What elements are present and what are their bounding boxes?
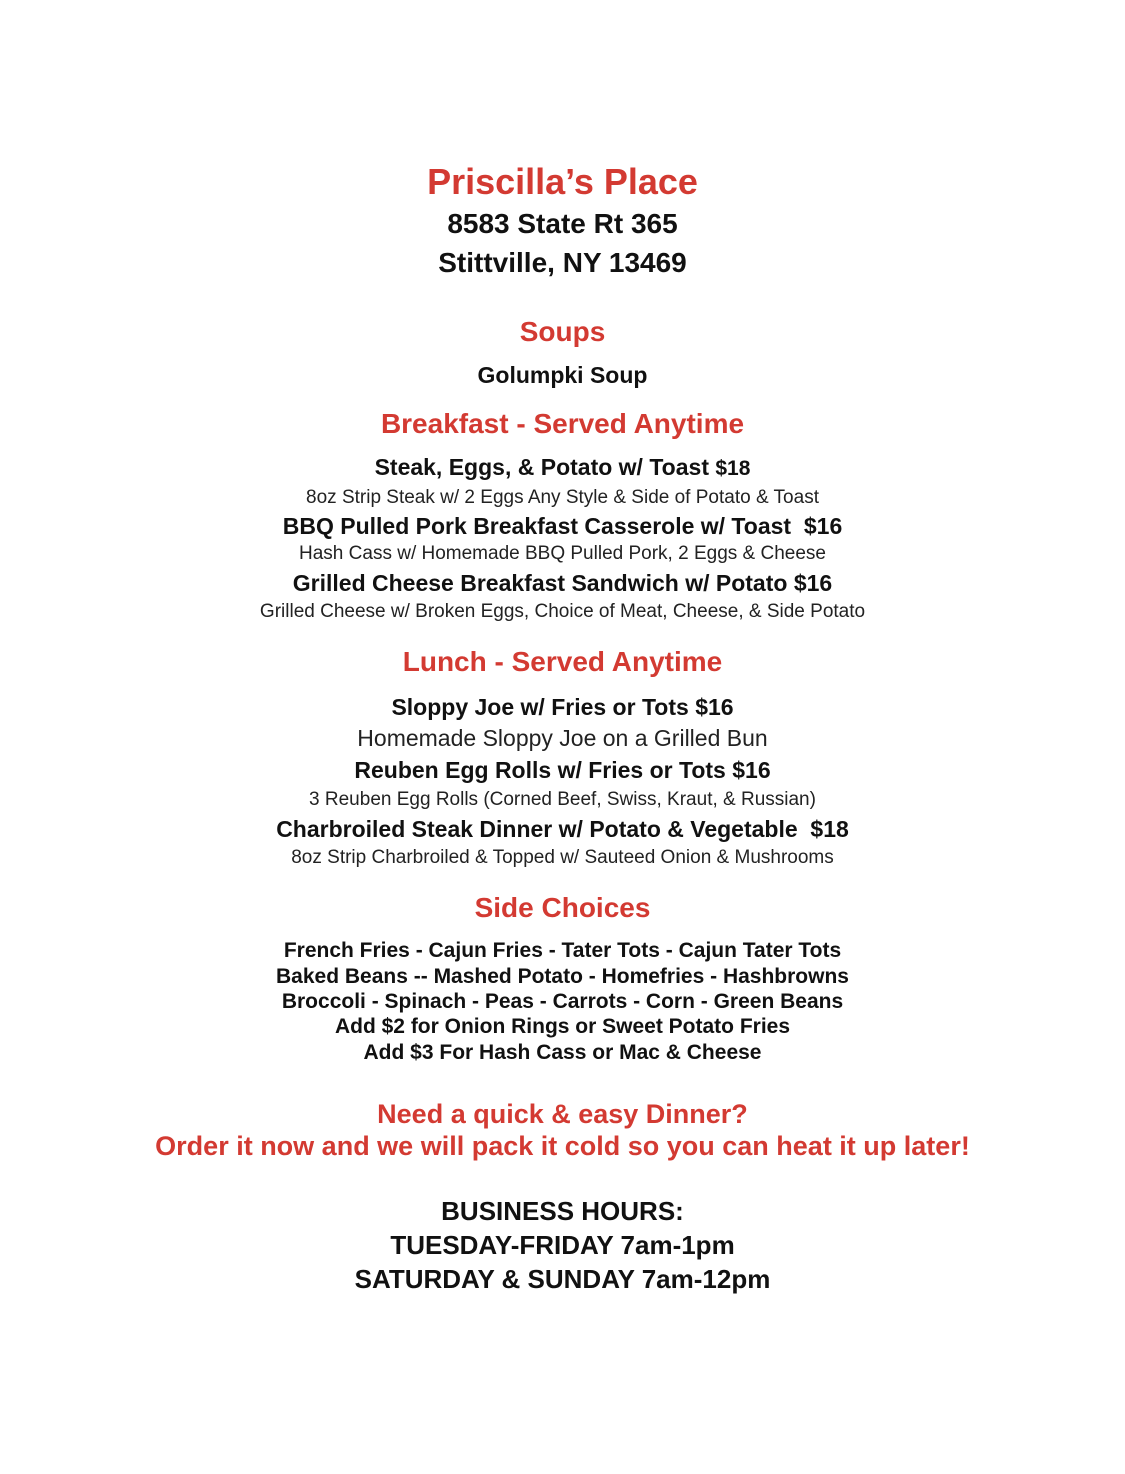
- lunch-item-name: [0, 816, 1125, 842]
- breakfast-item-name: [0, 454, 1125, 481]
- breakfast-item-name: [0, 513, 1125, 539]
- item-name: Charbroiled Steak Dinner w/ Potato & Vegetable: [276, 816, 798, 842]
- item-price: $16: [803, 513, 843, 539]
- lunch-item-name: [0, 757, 1125, 783]
- hours-weekday: TUESDAY-FRIDAY 7am-1pm: [390, 1230, 735, 1260]
- item-price: $16: [695, 694, 734, 720]
- hours-heading: BUSINESS HOURS:: [441, 1196, 684, 1226]
- lunch-item-name: [0, 694, 1125, 720]
- promo-line-1: Need a quick & easy Dinner?: [377, 1099, 748, 1129]
- lunch-item-description: 3 Reuben Egg Rolls (Corned Beef, Swiss, Kraut, & Russian): [309, 789, 816, 810]
- breakfast-item-name: [0, 570, 1125, 596]
- sides-heading: Side Choices: [474, 892, 651, 923]
- promo-line-2: Order it now and we will pack it cold so you can heat it up later!: [155, 1131, 970, 1161]
- item-name: Grilled Cheese Breakfast Sandwich w/ Potato: [292, 570, 788, 596]
- breakfast-item-description: 8oz Strip Steak w/ 2 Eggs Any Style & Side of Potato & Toast: [306, 487, 819, 508]
- sides-line: French Fries - Cajun Fries - Tater Tots - Cajun Tater Tots: [283, 939, 842, 962]
- item-name: Steak, Eggs, & Potato w/ Toast: [374, 454, 709, 480]
- item-price: $16: [732, 757, 771, 783]
- hours-weekend: SATURDAY & SUNDAY 7am-12pm: [354, 1264, 771, 1294]
- soups-heading: Soups: [519, 316, 606, 347]
- item-price: $18: [810, 816, 849, 842]
- sides-line: Baked Beans -- Mashed Potato - Homefries - Hashbrowns: [276, 965, 849, 988]
- sides-line: Add $2 for Onion Rings or Sweet Potato Fries: [334, 1015, 791, 1038]
- item-name: Sloppy Joe w/ Fries or Tots: [391, 694, 689, 720]
- lunch-item-description: Homemade Sloppy Joe on a Grilled Bun: [357, 725, 768, 751]
- lunch-heading: Lunch - Served Anytime: [402, 646, 723, 677]
- item-price: $16: [793, 570, 833, 596]
- item-price: $18: [715, 457, 751, 480]
- breakfast-item-description: Hash Cass w/ Homemade BBQ Pulled Pork, 2 Eggs & Cheese: [299, 543, 826, 564]
- lunch-item-description: 8oz Strip Charbroiled & Topped w/ Sauteed Onion & Mushrooms: [291, 847, 834, 868]
- sides-line: Add $3 For Hash Cass or Mac & Cheese: [363, 1041, 762, 1064]
- soup-item: Golumpki Soup: [477, 362, 648, 388]
- restaurant-name: Priscilla’s Place: [427, 161, 698, 202]
- breakfast-heading: Breakfast - Served Anytime: [380, 408, 745, 439]
- item-name: BBQ Pulled Pork Breakfast Casserole w/ Toast: [282, 513, 792, 539]
- item-name: Reuben Egg Rolls w/ Fries or Tots: [354, 757, 726, 783]
- address-line-2: Stittville, NY 13469: [438, 247, 687, 278]
- address-line-1: 8583 State Rt 365: [447, 208, 678, 239]
- breakfast-item-description: Grilled Cheese w/ Broken Eggs, Choice of Meat, Cheese, & Side Potato: [259, 601, 866, 622]
- sides-line: Broccoli - Spinach - Peas - Carrots - Corn - Green Beans: [281, 990, 844, 1013]
